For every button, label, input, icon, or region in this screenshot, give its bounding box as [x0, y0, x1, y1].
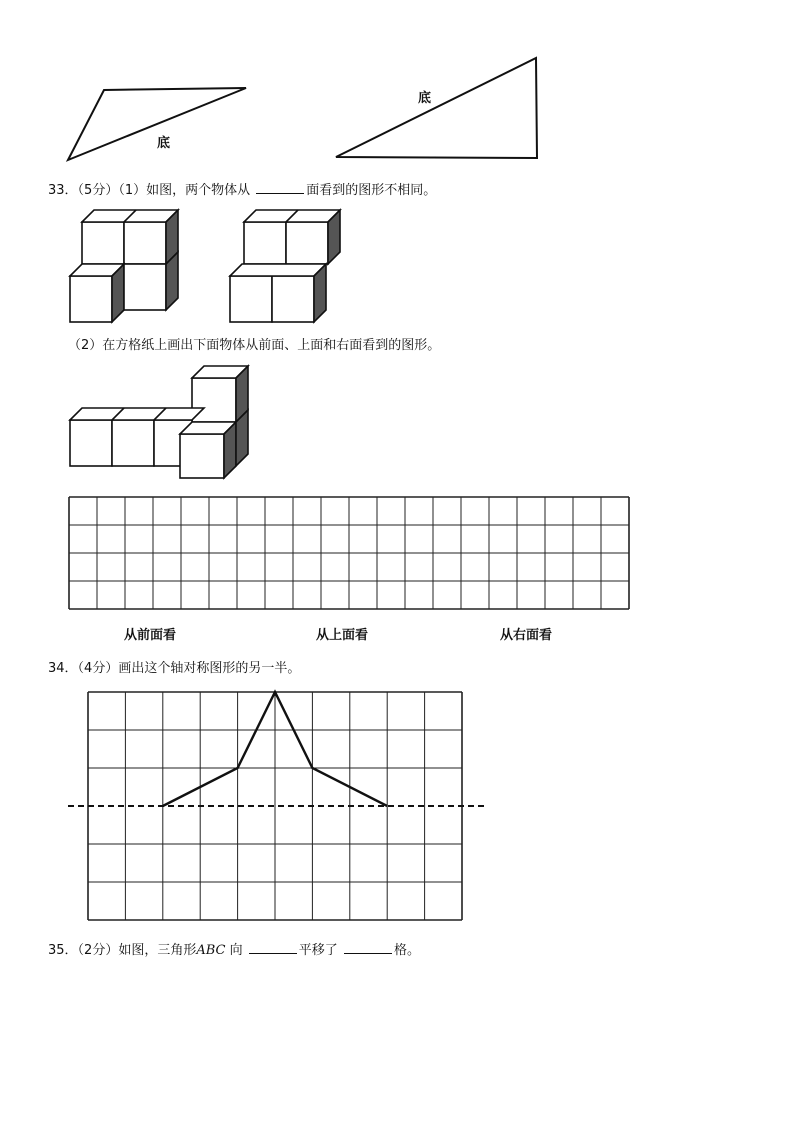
triangle-left-base-label: 底: [157, 136, 171, 151]
question-text: 如图，三角形: [118, 943, 197, 958]
question-number: 34．: [48, 661, 78, 676]
question-number: 33．: [48, 183, 78, 198]
question-score: （2分）: [77, 943, 119, 958]
grid-paper-views[interactable]: [68, 496, 630, 610]
question-text-suffix: 格。: [393, 943, 420, 958]
question-text-middle: 向: [229, 943, 243, 958]
question-34: [48, 660, 300, 678]
question-score: （4分）: [77, 661, 119, 676]
question-number: 35．: [48, 943, 78, 958]
question-score: （5分）: [77, 183, 119, 198]
cube-object-l-shape: [0, 360, 794, 490]
cube-object-left: [0, 200, 794, 330]
grid-label-top: 从上面看: [316, 628, 369, 643]
question-33-part2: （2）在方格纸上画出下面物体从前面、上面和右面看到的图形。: [68, 338, 441, 353]
grid-label-right: 从右面看: [500, 628, 553, 643]
question-text: 画出这个轴对称图形的另一半。: [118, 661, 301, 676]
answer-blank-direction[interactable]: [249, 941, 297, 954]
question-33-part1: [48, 181, 436, 200]
triangle-left: [0, 0, 794, 170]
grid-label-front: 从前面看: [124, 628, 177, 643]
triangle-name: ABC: [196, 943, 226, 958]
answer-blank-count[interactable]: [344, 941, 392, 954]
symmetry-grid[interactable]: [0, 686, 794, 926]
answer-blank[interactable]: [256, 181, 304, 194]
question-35: [48, 941, 420, 960]
question-text-after: 平移了: [298, 943, 338, 958]
triangle-right-base-label: 底: [418, 91, 432, 106]
question-text: （1）如图，两个物体从: [118, 183, 251, 198]
question-text-suffix: 面看到的图形不相同。: [306, 183, 437, 198]
